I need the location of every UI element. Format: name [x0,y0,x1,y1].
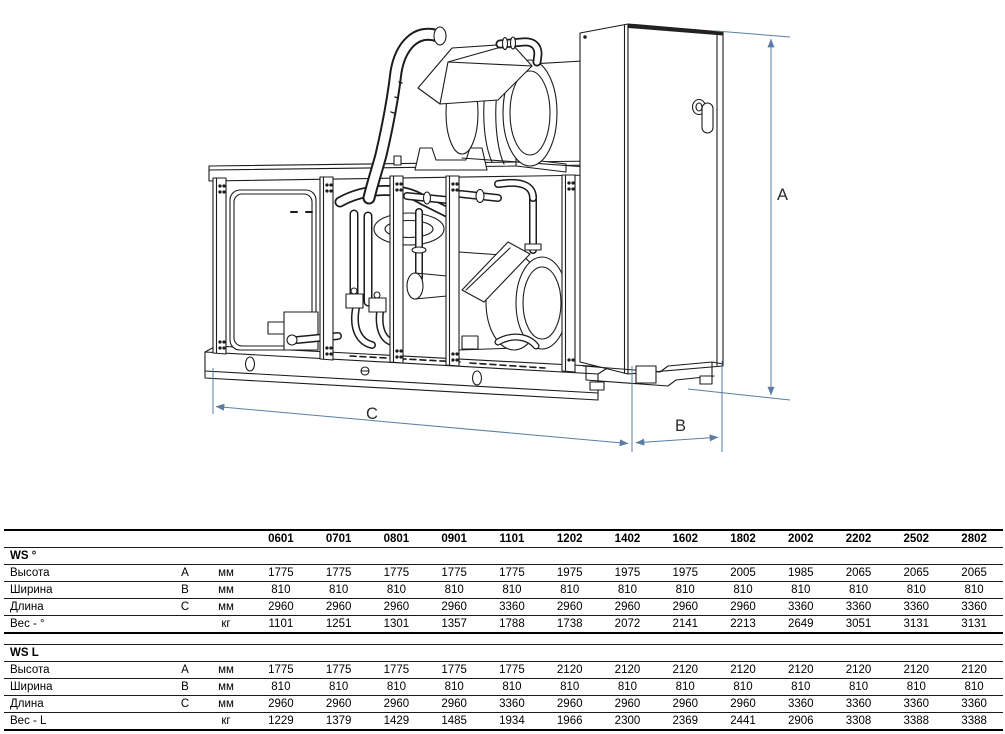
dimension-letter-cell [170,616,200,634]
row-label-cell: Вес - L [4,713,170,731]
value-cell: 3360 [830,696,888,713]
value-cell: 3360 [887,599,945,616]
model-header-cell: 1802 [714,530,772,548]
extension-line [688,389,790,400]
table-row [4,662,1003,679]
value-cell: 1485 [425,713,483,731]
value-cell: 2141 [656,616,714,634]
model-header-cell: 0801 [368,530,426,548]
unit-cell: мм [200,679,252,696]
value-cell: 810 [483,679,541,696]
unit-cell: мм [200,582,252,599]
value-cell: 1934 [483,713,541,731]
table-row [4,679,1003,696]
corner-cell [4,530,170,548]
electrical-cabinet [580,24,723,390]
spacer-cell [4,633,1003,645]
value-cell: 810 [887,582,945,599]
value-cell: 1101 [252,616,310,634]
dimensions-table-body [4,530,1003,730]
model-header-cell: 2502 [887,530,945,548]
value-cell: 3308 [830,713,888,731]
model-header-cell: 2802 [945,530,1003,548]
table-row [4,713,1003,731]
dimension-label-a: A [777,186,789,204]
model-header-cell: 1202 [541,530,599,548]
row-label-cell: Вес - ° [4,616,170,634]
value-cell: 2120 [541,662,599,679]
value-cell: 2960 [252,599,310,616]
value-cell: 810 [656,679,714,696]
dimension-letter-cell [170,713,200,731]
value-cell: 2649 [772,616,830,634]
value-cell: 1975 [656,565,714,582]
value-cell: 2960 [425,599,483,616]
value-cell: 1788 [483,616,541,634]
value-cell: 1775 [483,662,541,679]
value-cell: 2120 [599,662,657,679]
value-cell: 2960 [541,696,599,713]
value-cell: 1975 [599,565,657,582]
unit-cell: мм [200,565,252,582]
value-cell: 2960 [599,696,657,713]
value-cell: 810 [310,582,368,599]
value-cell: 1301 [368,616,426,634]
unit-cell: мм [200,696,252,713]
value-cell: 1775 [252,565,310,582]
value-cell: 3131 [945,616,1003,634]
value-cell: 1975 [541,565,599,582]
section-spacer [4,633,1003,645]
dimension-letter-cell: C [170,696,200,713]
value-cell: 2906 [772,713,830,731]
machine-line-art [205,24,723,400]
extension-line [716,31,790,37]
value-cell: 2065 [945,565,1003,582]
value-cell: 2120 [772,662,830,679]
value-cell: 1251 [310,616,368,634]
unit-cell: мм [200,662,252,679]
value-cell: 3360 [483,696,541,713]
dimension-letter-cell: A [170,565,200,582]
value-cell: 2960 [310,696,368,713]
value-cell: 2120 [887,662,945,679]
model-header-cell: 1101 [483,530,541,548]
value-cell: 3360 [483,599,541,616]
row-label-cell: Длина [4,696,170,713]
value-cell: 1379 [310,713,368,731]
value-cell: 2120 [945,662,1003,679]
value-cell: 810 [425,582,483,599]
value-cell: 1775 [368,662,426,679]
frame-post [320,177,333,360]
value-cell: 3360 [945,599,1003,616]
table-row [4,696,1003,713]
value-cell: 810 [483,582,541,599]
value-cell: 810 [887,679,945,696]
value-cell: 2960 [368,599,426,616]
value-cell: 2960 [656,599,714,616]
value-cell: 810 [714,582,772,599]
section-name-cell: WS L [4,645,1003,662]
corner-cell [170,530,200,548]
frame-post [446,176,459,366]
dimension-letter-cell: C [170,599,200,616]
value-cell: 3360 [945,696,1003,713]
dimension-label-c: C [366,405,378,423]
value-cell: 1966 [541,713,599,731]
model-header-cell: 2002 [772,530,830,548]
value-cell: 810 [310,679,368,696]
row-label-cell: Длина [4,599,170,616]
value-cell: 810 [368,582,426,599]
value-cell: 1775 [310,565,368,582]
value-cell: 3360 [772,599,830,616]
value-cell: 2005 [714,565,772,582]
valve [351,288,357,294]
corner-cell [200,530,252,548]
model-header-row [4,530,1003,548]
frame-post [390,176,403,363]
value-cell: 2065 [830,565,888,582]
value-cell: 2441 [714,713,772,731]
value-cell: 2960 [252,696,310,713]
value-cell: 810 [599,582,657,599]
value-cell: 1229 [252,713,310,731]
value-cell: 1775 [368,565,426,582]
value-cell: 3388 [945,713,1003,731]
dimension-letter-cell: B [170,679,200,696]
value-cell: 2960 [599,599,657,616]
value-cell: 1985 [772,565,830,582]
value-cell: 1775 [425,565,483,582]
value-cell: 810 [368,679,426,696]
value-cell: 2120 [656,662,714,679]
frame-post [213,178,226,354]
section-name-cell: WS ° [4,548,1003,565]
value-cell: 1738 [541,616,599,634]
value-cell: 810 [656,582,714,599]
value-cell: 810 [772,679,830,696]
value-cell: 1357 [425,616,483,634]
value-cell: 2300 [599,713,657,731]
model-header-cell: 0601 [252,530,310,548]
dimension-letter-cell: B [170,582,200,599]
value-cell: 3360 [887,696,945,713]
value-cell: 3388 [887,713,945,731]
evaporator-cylinder [459,183,568,350]
value-cell: 2960 [714,696,772,713]
model-header-cell: 0901 [425,530,483,548]
model-header-cell: 1402 [599,530,657,548]
unit-cell: кг [200,713,252,731]
row-label-cell: Высота [4,565,170,582]
value-cell: 810 [541,582,599,599]
value-cell: 2065 [887,565,945,582]
value-cell: 810 [425,679,483,696]
table-row [4,599,1003,616]
value-cell: 2120 [714,662,772,679]
value-cell: 810 [252,679,310,696]
dimension-letter-cell: A [170,662,200,679]
value-cell: 810 [714,679,772,696]
value-cell: 2369 [656,713,714,731]
value-cell: 2072 [599,616,657,634]
unit-cell: мм [200,599,252,616]
base-rail [205,346,609,400]
unit-cell: кг [200,616,252,634]
value-cell: 2960 [541,599,599,616]
value-cell: 810 [772,582,830,599]
value-cell: 810 [541,679,599,696]
value-cell: 810 [599,679,657,696]
value-cell: 2213 [714,616,772,634]
value-cell: 810 [830,582,888,599]
value-cell: 3360 [772,696,830,713]
table-row [4,616,1003,634]
row-label-cell: Ширина [4,582,170,599]
value-cell: 2960 [310,599,368,616]
value-cell: 2960 [368,696,426,713]
value-cell: 2960 [656,696,714,713]
model-header-cell: 1602 [656,530,714,548]
value-cell: 2960 [714,599,772,616]
table-row [4,582,1003,599]
value-cell: 810 [830,679,888,696]
row-label-cell: Высота [4,662,170,679]
dimensions-table-wrap [4,529,1003,731]
dimension-line-c [216,407,628,444]
dimension-label-b: B [675,417,687,435]
value-cell: 2120 [830,662,888,679]
value-cell: 3051 [830,616,888,634]
value-cell: 810 [945,582,1003,599]
value-cell: 1775 [252,662,310,679]
value-cell: 1775 [310,662,368,679]
table-row [4,565,1003,582]
section-header-row [4,645,1003,662]
value-cell: 3131 [887,616,945,634]
section-header-row [4,548,1003,565]
valve [374,292,380,298]
value-cell: 2960 [425,696,483,713]
frame-post [562,175,575,372]
value-cell: 1775 [483,565,541,582]
value-cell: 1775 [425,662,483,679]
value-cell: 810 [252,582,310,599]
value-cell: 3360 [830,599,888,616]
row-label-cell: Ширина [4,679,170,696]
model-header-cell: 0701 [310,530,368,548]
value-cell: 810 [945,679,1003,696]
dimensions-table [4,529,1003,731]
value-cell: 1429 [368,713,426,731]
model-header-cell: 2202 [830,530,888,548]
dimension-line-b [636,437,718,442]
